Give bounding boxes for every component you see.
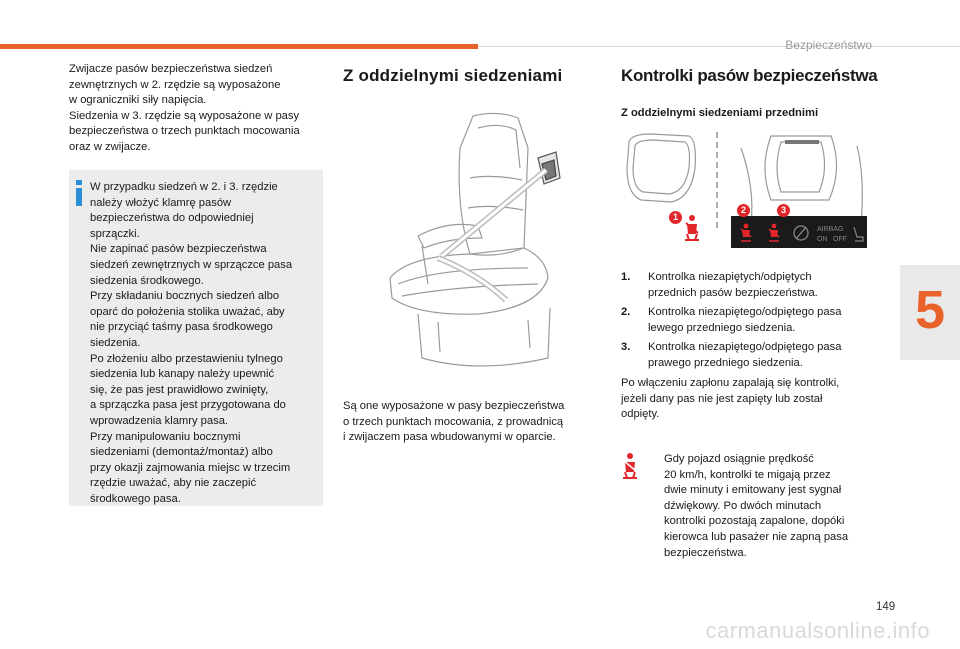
separate-seats-text: Są one wyposażone w pasy bezpieczeństwa o trzech punktach mocowania, z prowadnicą i zwijaczem pasa wbudowanymi w oparcie. — [343, 400, 565, 444]
airbag-off-icon — [793, 224, 809, 242]
passenger-seat-icon — [851, 225, 865, 243]
list-number: 3. — [621, 341, 631, 354]
seat-belt-warning-icon — [621, 452, 639, 480]
info-icon — [76, 180, 82, 206]
page-number: 149 — [876, 601, 896, 613]
seat-belt-illustration — [378, 108, 580, 378]
chapter-number: 5 — [914, 280, 946, 340]
header-accent-bar — [0, 44, 478, 49]
list-item — [621, 270, 871, 301]
separate-seats-title: Z oddzielnymi siedzeniami — [343, 66, 563, 85]
callout-2: 2 — [737, 204, 750, 217]
speed-warning-text: Gdy pojazd osiągnie prędkość 20 km/h, kontrolki te migają przez dwie minuty i emitowany jest sygnał dźwiękowy. Po dwóch minutach kontrolki pozostają zapalone, dopóki kierowca lub pasażer nie zapną pasa bezpieczeństwa. — [664, 453, 849, 559]
list-item — [621, 305, 871, 336]
list-item — [621, 340, 871, 371]
left-belt-lamp-icon — [739, 223, 753, 243]
belt-warning-lamps-title: Kontrolki pasów bezpieczeństwa — [621, 66, 878, 85]
list-text: Kontrolka niezapiętego/odpiętego pasa lewego przedniego siedzenia. — [648, 306, 842, 334]
list-number: 2. — [621, 306, 631, 319]
callout-3: 3 — [777, 204, 790, 217]
list-text: Kontrolka niezapiętego/odpiętego pasa prawego przedniego siedzenia. — [648, 341, 842, 369]
lamp-list — [621, 270, 871, 376]
list-number: 1. — [621, 271, 631, 283]
watermark: carmanualsonline.info — [705, 618, 930, 643]
front-belts-lamp-icon — [683, 214, 701, 242]
info-text: W przypadku siedzeń w 2. i 3. rzędzie należy włożyć klamrę pasów bezpieczeństwa do odpowiedniej sprzączki. Nie zapinać pasów bezpieczeństwa siedzeń zewnętrznych w sprzączce pasa siedzenia środkowego. Przy składaniu bocznych siedzeń albo oparć do położenia stolika uważać, aby nie przyciąć taśmy pasa środkowego siedzenia. Po złożeniu albo przestawieniu tylnego siedzenia lub kanapy należy upewnić się, że pas jest prawidłowo zwinięty, a sprzączka pasa jest przygotowana do wprowadzenia klamry pasa. Przy manipulowaniu bocznymi siedzeniami (demontaż/montaż) albo przy okazji zajmowania miejsc w trzecim rzędzie uważać, aby nie zaczepić środkowego pasa. — [90, 181, 293, 505]
section-title: Bezpieczeństwo — [785, 38, 872, 52]
front-seats-subhead: Z oddzielnymi siedzeniami przednimi — [621, 107, 819, 119]
callout-1: 1 — [669, 211, 682, 224]
ignition-text: Po włączeniu zapłonu zapalają się kontrolki, jeżeli dany pas nie jest zapięty lub został odpięty. — [621, 377, 840, 421]
airbag-on-label: ON — [817, 236, 828, 243]
intro-paragraph: Zwijacze pasów bezpieczeństwa siedzeń zewnętrznych w 2. rzędzie są wyposażone w ograniczniki siły napięcia. Siedzenia w 3. rzędzie są wyposażone w pasy bezpieczeństwa o trzech punktach mocowania oraz w zwijacze. — [69, 63, 300, 153]
dashboard-illustration — [621, 128, 871, 258]
airbag-label: AIRBAG — [817, 226, 844, 233]
list-text: Kontrolka niezapiętych/odpiętych przednich pasów bezpieczeństwa. — [648, 271, 818, 299]
airbag-off-label: OFF — [833, 236, 847, 243]
header-rule — [478, 46, 960, 47]
right-belt-lamp-icon — [767, 223, 781, 243]
